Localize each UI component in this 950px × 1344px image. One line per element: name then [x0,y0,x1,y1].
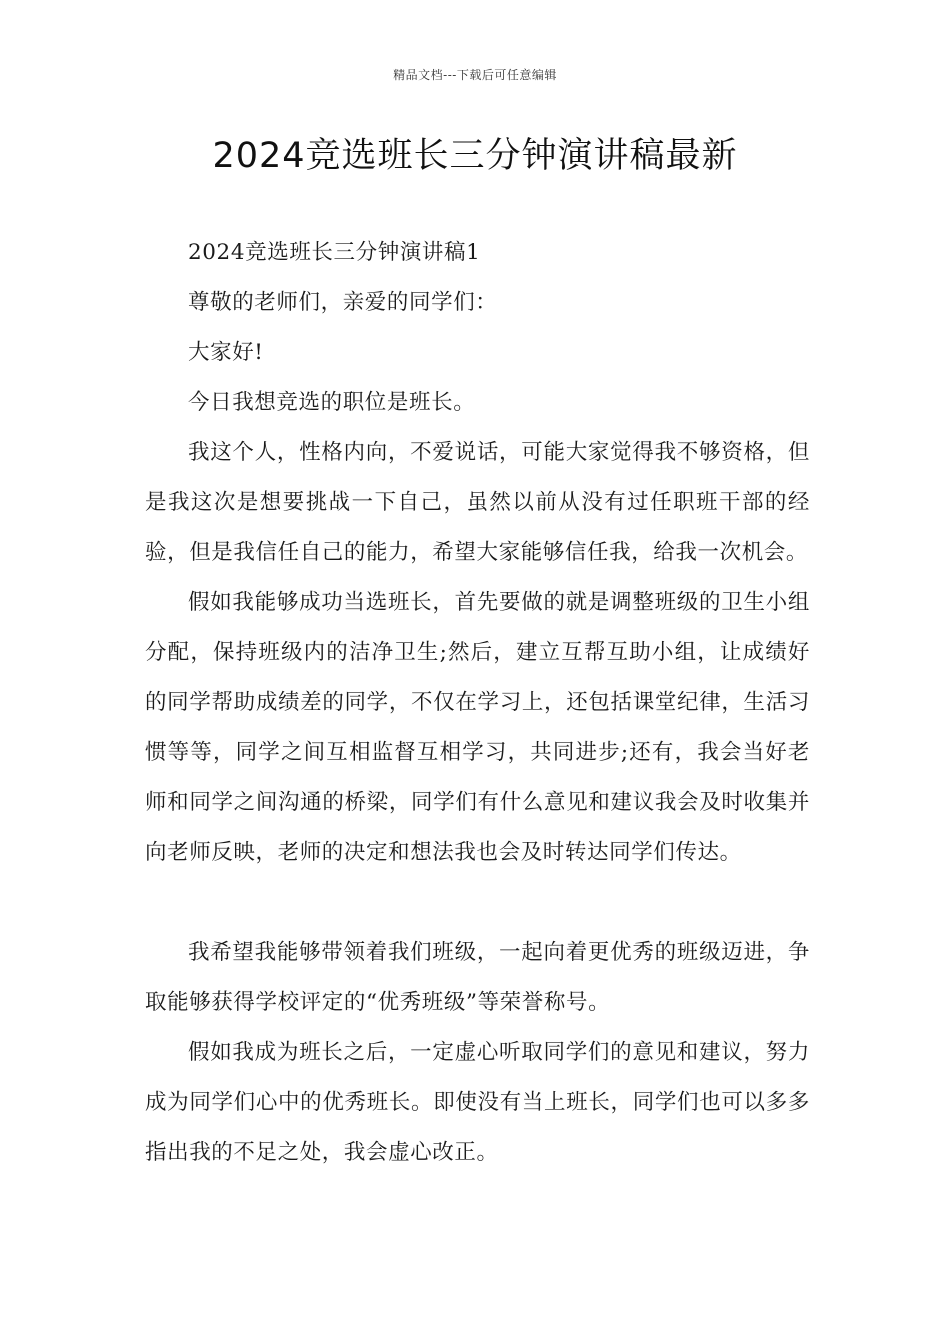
document-body [145,228,810,1178]
paragraph-hope: 我希望我能够带领着我们班级，一起向着更优秀的班级迈进，争取能够获得学校评定的“优秀班级”等荣誉称号。 [145,940,810,1015]
paragraph-self-intro: 我这个人，性格内向，不爱说话，可能大家觉得我不够资格，但是我这次是想要挑战一下自己，虽然以前从没有过任职班干部的经验，但是我信任自己的能力，希望大家能够信任我，给我一次机会。 [145,440,810,565]
paragraph-subtitle: 2024竞选班长三分钟演讲稿1 [188,240,481,265]
paragraph-position: 今日我想竞选的职位是班长。 [188,390,476,415]
paragraph-salutation: 尊敬的老师们，亲爱的同学们： [188,290,498,315]
paragraph-commitment: 假如我成为班长之后，一定虚心听取同学们的意见和建议，努力成为同学们心中的优秀班长。即使没有当上班长，同学们也可以多多指出我的不足之处，我会虚心改正。 [145,1040,810,1165]
header-note: 精品文档---下载后可任意编辑 [393,68,557,82]
paragraph-plans: 假如我能够成功当选班长，首先要做的就是调整班级的卫生小组分配，保持班级内的洁净卫生;然后，建立互帮互助小组，让成绩好的同学帮助成绩差的同学，不仅在学习上，还包括课堂纪律，生活习惯等等，同学之间互相监督互相学习，共同进步;还有，我会当好老师和同学之间沟通的桥梁，同学们有什么意见和建议我会及时收集并向老师反映，老师的决定和想法我也会及时转达同学们传达。 [145,590,810,865]
paragraph-greeting: 大家好! [188,340,264,365]
document-title: 2024竞选班长三分钟演讲稿最新 [212,136,738,176]
